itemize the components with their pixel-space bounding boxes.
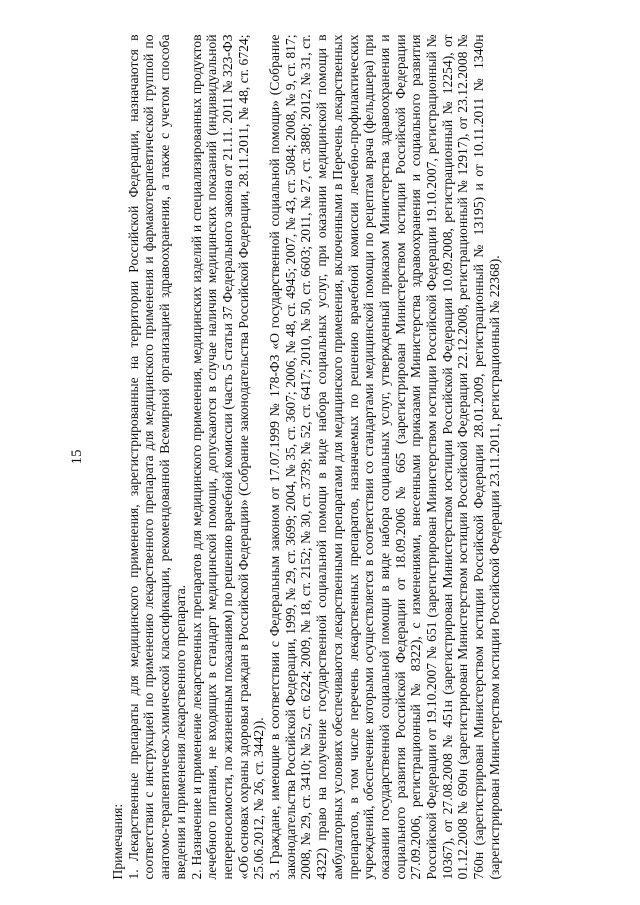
note-1: 1. Лекарственные препараты для медицинского применения, зарегистрированные на территории Российской Федерации, назначаются в соответствии с инструкцией по применению лекарственного препарата для медицинского применения и фармакотерапевтической группой по анатомо-терапевтическо-химической классификации, рекомендованной Всемирной организацией здравоохранения, а также с учетом способа введения и применения лекарственного препарата. bbox=[125, 34, 188, 880]
notes-section bbox=[110, 35, 503, 880]
notes-heading: Примечания: bbox=[110, 803, 125, 880]
note-2: 2. Назначение и применение лекарственных препаратов для медицинского применения, медицинских изделий и специализированных продуктов лечебного питания, не входящих в стандарт медицинской помощи, допускаются в случае наличия медицинских показаний (индивидуальной непереносимости, по жизненным показаниям) по решению врачебной комиссии (часть 5 статьи 37 Федерального закона от 21.11. 2011 № 323-ФЗ «Об основах охраны здоровья граждан в Российской Федерации» (Собрание законодательства Российской Федерации, 28.11.2011, № 48, ст. 6724; 25.06.2012, № 26, ст. 3442)). bbox=[188, 34, 267, 880]
rotated-page-content bbox=[68, 35, 610, 880]
page-number: 15 bbox=[69, 449, 85, 465]
note-3: 3. Граждане, имеющие в соответствии с Федеральным законом от 17.07.1999 № 178-ФЗ «О государственной социальной помощи» (Собрание законодательства Российской Федерации, 1999, № 29, ст. 3699; 2004, № 35, ст. 3607; 2006, № 48, ст. 4945; 2007, № 43, ст. 5084; 2008, № 9, ст. 817; 2008, № 29, ст. 3410; № 52, ст. 6224; 2009, № 18, ст. 2152; № 30, ст. 3739; № 52, ст. 6417; 2010, № 50, ст. 6603; 2011, № 27, ст. 3880; 2012, № 31, ст. 4322) право на получение государственной социальной помощи в виде набора социальных услуг, при оказании медицинской помощи в амбулаторных условиях обеспечиваются лекарственными препаратами для медицинского применения, включенными в Перечень лекарственных препаратов, в том числе перечень лекарственных препаратов, назначаемых по решению врачебной комиссии лечебно-профилактических учреждений, обеспечение которыми осуществляется в соответствии со стандартами медицинской помощи по рецептам врача (фельдшера) при оказании государственной социальной помощи в виде набора социальных услуг, утвержденный приказом Министерства здравоохранения и социального развития Российской Федерации от 18.09.2006 № 665 (зарегистрирован Министерством юстиции Российской Федерации 27.09.2006, регистрационный № 8322), с изменениями, внесенными приказами Министерства здравоохранения и социального развития Российской Федерации от 19.10.2007 № 651 (зарегистрирован Министерством юстиции Российской Федерации 19.10.2007, регистрационный № 10367), от 27.08.2008 № 451н (зарегистрирован Министерством юстиции Российской Федерации 10.09.2008, регистрационный № 12254), от 01.12.2008 № 690н (зарегистрирован Министерством юстиции Российской Федерации 22.12.2008, регистрационный № 12917), от 23.12.2008 № 760н (зарегистрирован Министерством юстиции Российской Федерации 28.01.2009, регистрационный № 13195) и от 10.11.2011 № 1340н (зарегистрирован Министерством юстиции Российской Федерации 23.11.2011, регистрационный № 22368). bbox=[267, 34, 502, 880]
